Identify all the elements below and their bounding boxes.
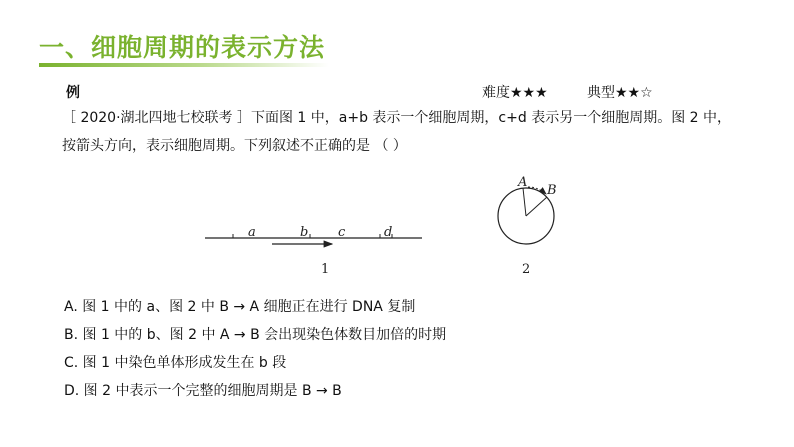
page-title: 一、细胞周期的表示方法 — [39, 33, 326, 62]
option-b: B. 图 1 中的 b、图 2 中 A → B 会出现染色体数目加倍的时期 — [64, 327, 447, 343]
figure-2-label-b: B — [547, 183, 557, 198]
question-line-1: ［ 2020·湖北四地七校联考 ］下面图 1 中，a+b 表示一个细胞周期，c+d 表示另一个细胞周期。图 2 中， — [62, 110, 732, 126]
figure-1 — [205, 225, 422, 277]
figure-2-caption: 2 — [522, 262, 531, 277]
option-d: D. 图 2 中表示一个完整的细胞周期是 B → B — [64, 383, 342, 399]
typical-rating: 典型★★☆ — [587, 85, 653, 101]
figure-2 — [498, 175, 557, 277]
figure-2-radius-b — [526, 197, 547, 216]
figure-1-label-b: b — [300, 225, 309, 240]
figure-2-radius-a — [523, 188, 526, 216]
answer-options — [64, 293, 744, 405]
question-line-2: 按箭头方向，表示细胞周期。下列叙述不正确的是 （ ） — [62, 138, 407, 154]
option-c: C. 图 1 中染色单体形成发生在 b 段 — [64, 355, 287, 371]
difficulty-rating: 难度★★★ — [482, 85, 548, 101]
figure-2-label-a: A — [518, 175, 528, 190]
figure-1-caption: 1 — [321, 262, 330, 277]
figure-1-label-a: a — [248, 225, 256, 240]
figure-1-label-d: d — [384, 225, 393, 240]
example-label: 例 — [66, 85, 80, 101]
option-a: A. 图 1 中的 a、图 2 中 B → A 细胞正在进行 DNA 复制 — [64, 299, 416, 315]
figure-1-label-c: c — [338, 225, 346, 240]
